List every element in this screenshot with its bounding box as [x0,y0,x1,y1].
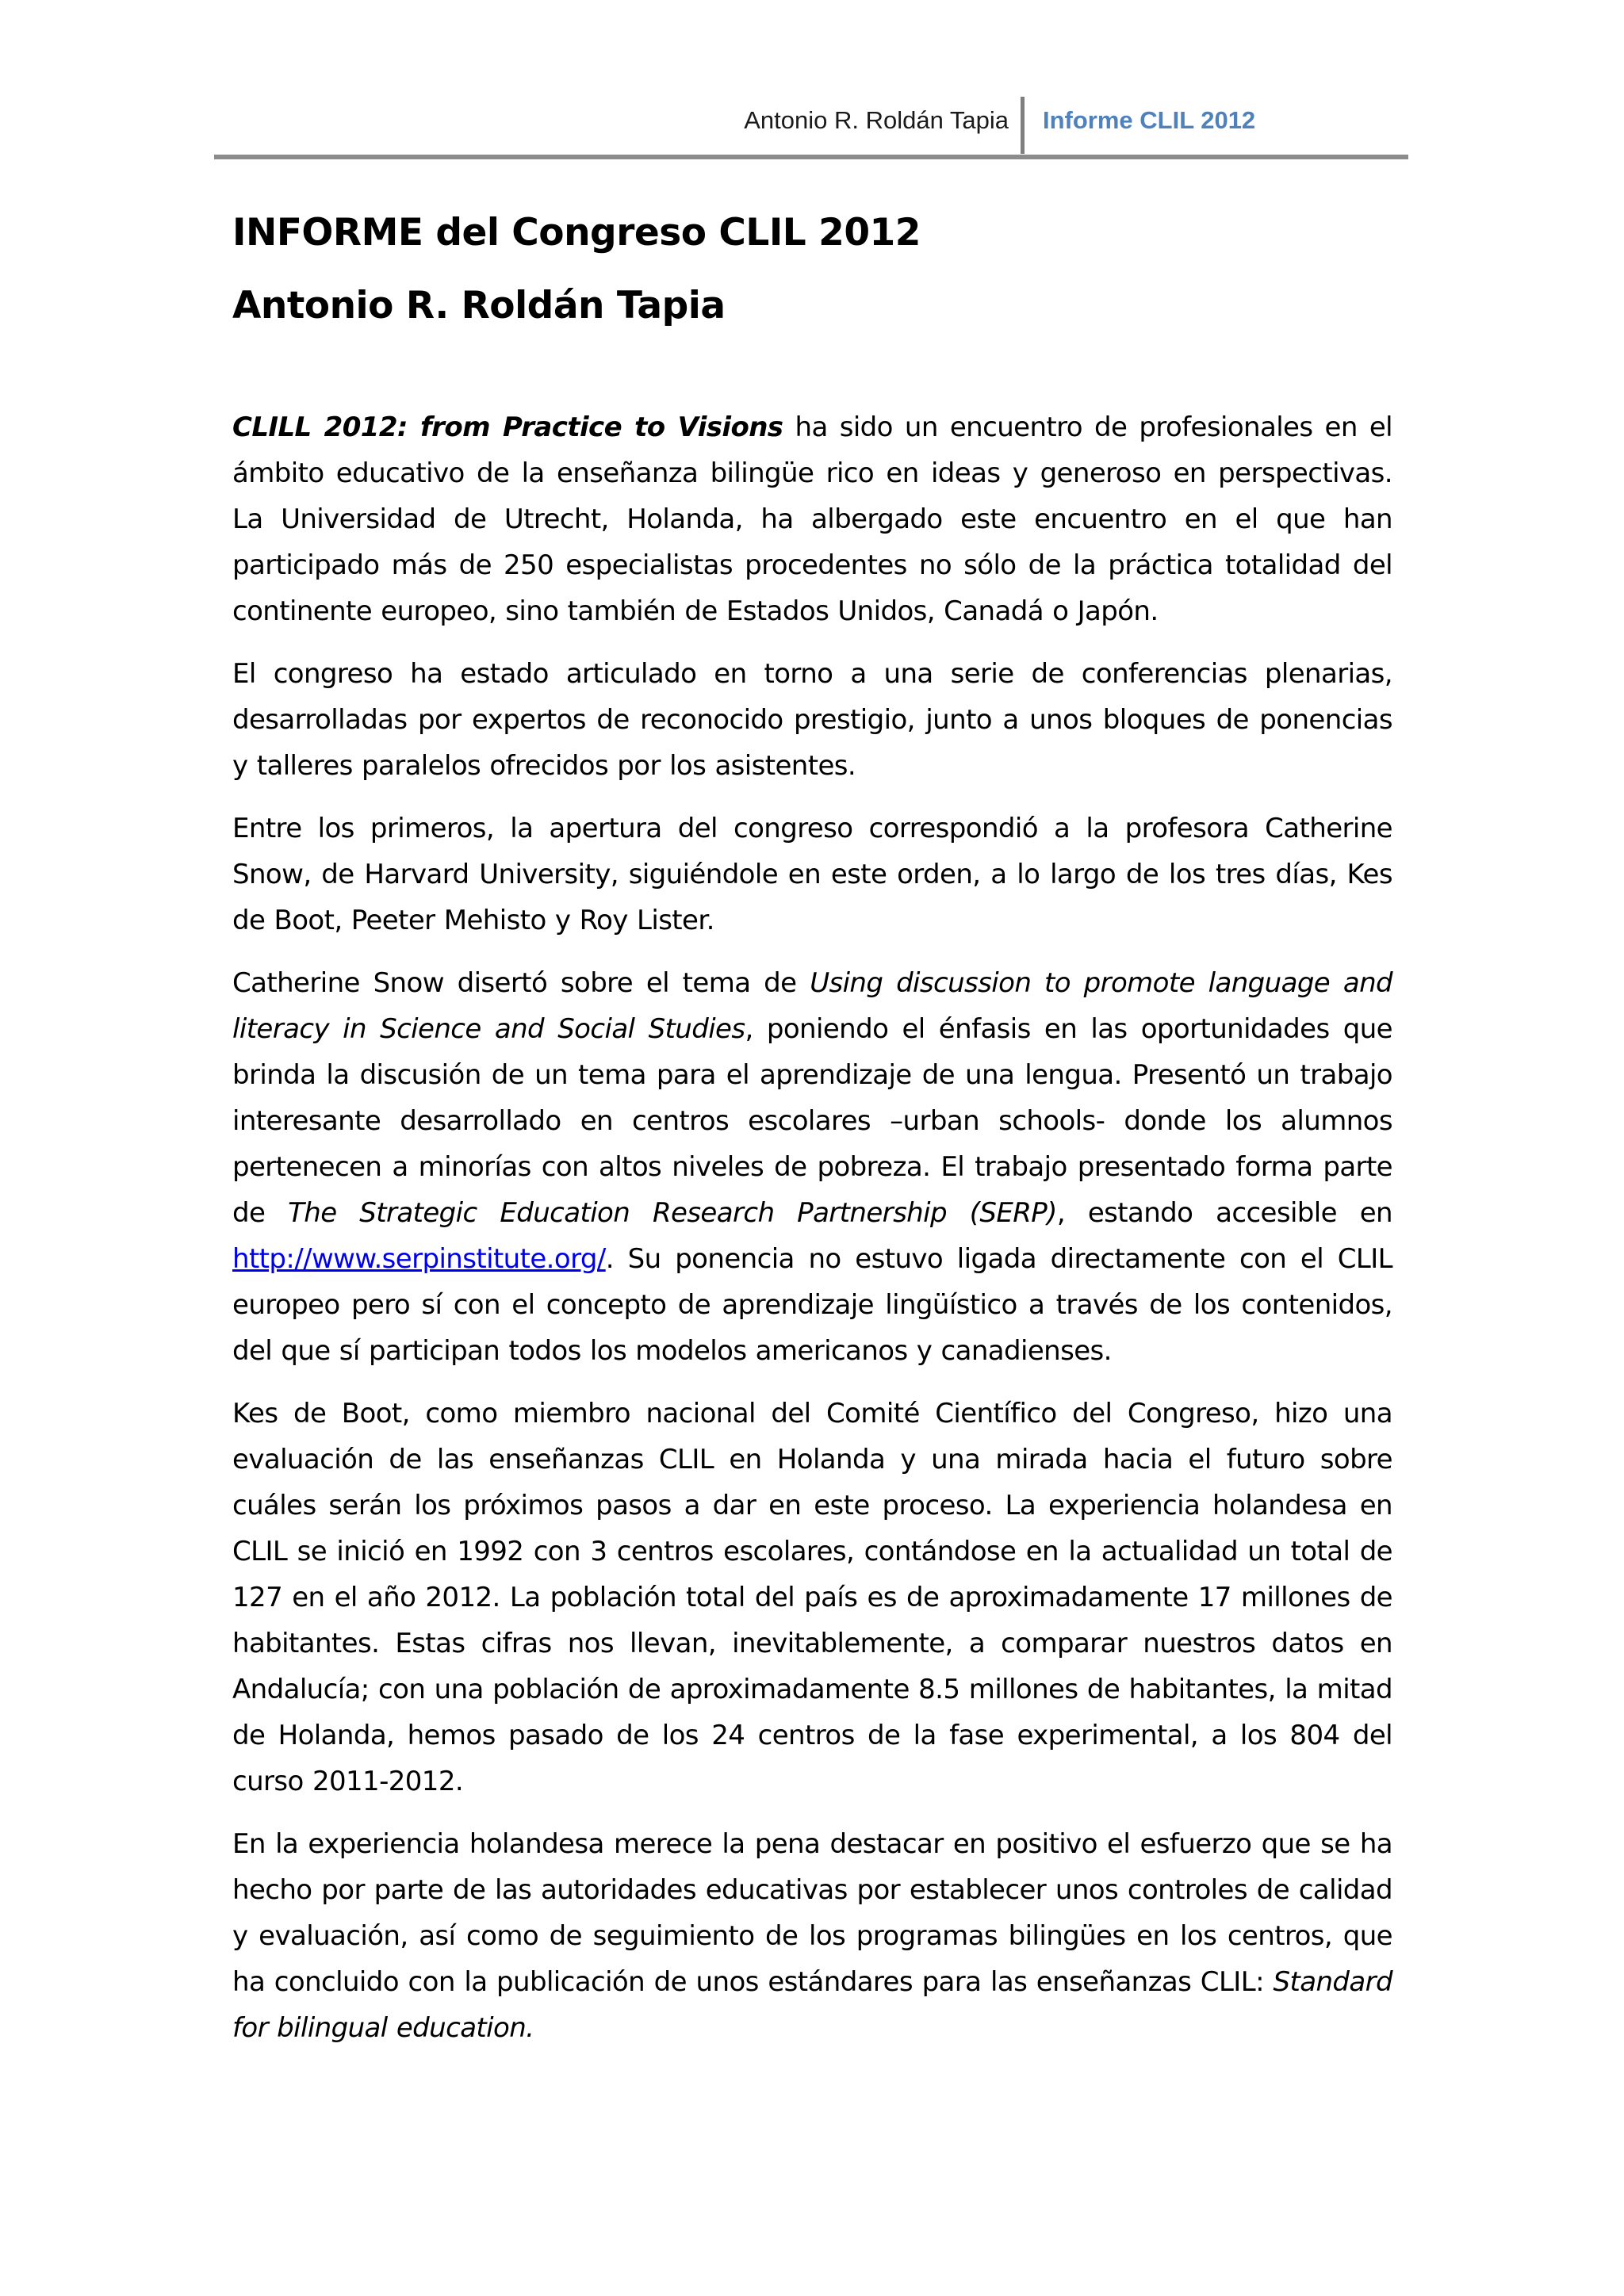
running-header [214,97,1411,160]
paragraph-de-boot: Kes de Boot, como miembro nacional del Comité Científico del Congreso, hizo una evaluación de las enseñanzas CLIL en Holanda y una mirada hacia el futuro sobre cuáles serán los próximos pasos a dar en este proceso. La experiencia holandesa en CLIL se inició en 1992 con 3 centros escolares, contándose en la actualidad un total de 127 en el año 2012. La población total del país es de aproximadamente 17 millones de habitantes. Estas cifras nos llevan, inevitablemente, a comparar nuestros datos en Andalucía; con una población de aproximadamente 8.5 millones de habitantes, la mitad de Holanda, hemos pasado de los 24 centros de la fase experimental, a los 804 del curso 2011-2012. [232,1398,1392,1797]
header-author: Antonio R. Roldán Tapia [744,106,1009,134]
paragraph-speakers: Entre los primeros, la apertura del congreso correspondió a la profesora Catherine Snow, de Harvard University, siguiéndole en este orden, a lo largo de los tres días, Kes de Boot, Peeter Mehisto y Roy Lister. [232,813,1392,936]
paragraph-snow: Catherine Snow disertó sobre el tema de Using discussion to promote language and literacy in Science and Social Studies, poniendo el énfasis en las oportunidades que brinda la discusión de un tema para el aprendizaje de una lengua. Presentó un trabajo interesante desarrollado en centros escolares –urban schools- donde los alumnos pertenecen a minorías con altos niveles de pobreza. El trabajo presentado forma parte de The Strategic Education Research Partnership (SERP), estando accesible en http://www.serpinstitute.org/. Su ponencia no estuvo ligada directamente con el CLIL europeo pero sí con el concepto de aprendizaje lingüístico a través de los contenidos, del que sí participan todos los modelos americanos y canadienses. [232,967,1392,1367]
document-body [232,404,1392,2068]
header-rule [214,155,1408,159]
document-title: INFORME del Congreso CLIL 2012 [232,211,921,254]
event-name: CLILL 2012: from Practice to Visions [232,411,783,443]
document-author: Antonio R. Roldán Tapia [232,284,726,327]
header-report-title: Informe CLIL 2012 [1043,106,1256,134]
paragraph-structure: El congreso ha estado articulado en torno a una serie de conferencias plenarias, desarrolladas por expertos de reconocido prestigio, junto a unos bloques de ponencias y talleres paralelos ofrecidos por los asistentes. [232,658,1392,782]
document-title-block [232,197,1390,342]
serp-name: The Strategic Education Research Partnership (SERP) [288,1197,1057,1229]
paragraph-intro: CLILL 2012: from Practice to Visions ha sido un encuentro de profesionales en el ámbito educativo de la enseñanza bilingüe rico en ideas y generoso en perspectivas. La Universidad de Utrecht, Holanda, ha albergado este encuentro en el que han participado más de 250 especialistas procedentes no sólo de la práctica totalidad del continente europeo, sino también de Estados Unidos, Canadá o Japón. [232,411,1392,627]
paragraph-dutch-experience: En la experiencia holandesa merece la pena destacar en positivo el esfuerzo que se ha hecho por parte de las autoridades educativas por establecer unos controles de calidad y evaluación, así como de seguimiento de los programas bilingües en los centros, que ha concluido con la publicación de unos estándares para las enseñanzas CLIL: Standard for bilingual education. [232,1828,1392,2044]
talk-title: Using discussion to promote language and literacy in Science and Social Studies [232,967,1392,1045]
standard-title: Standard for bilingual education. [232,1966,1392,2044]
header-divider [1021,97,1025,154]
serp-link[interactable]: http://www.serpinstitute.org/ [232,1243,606,1275]
